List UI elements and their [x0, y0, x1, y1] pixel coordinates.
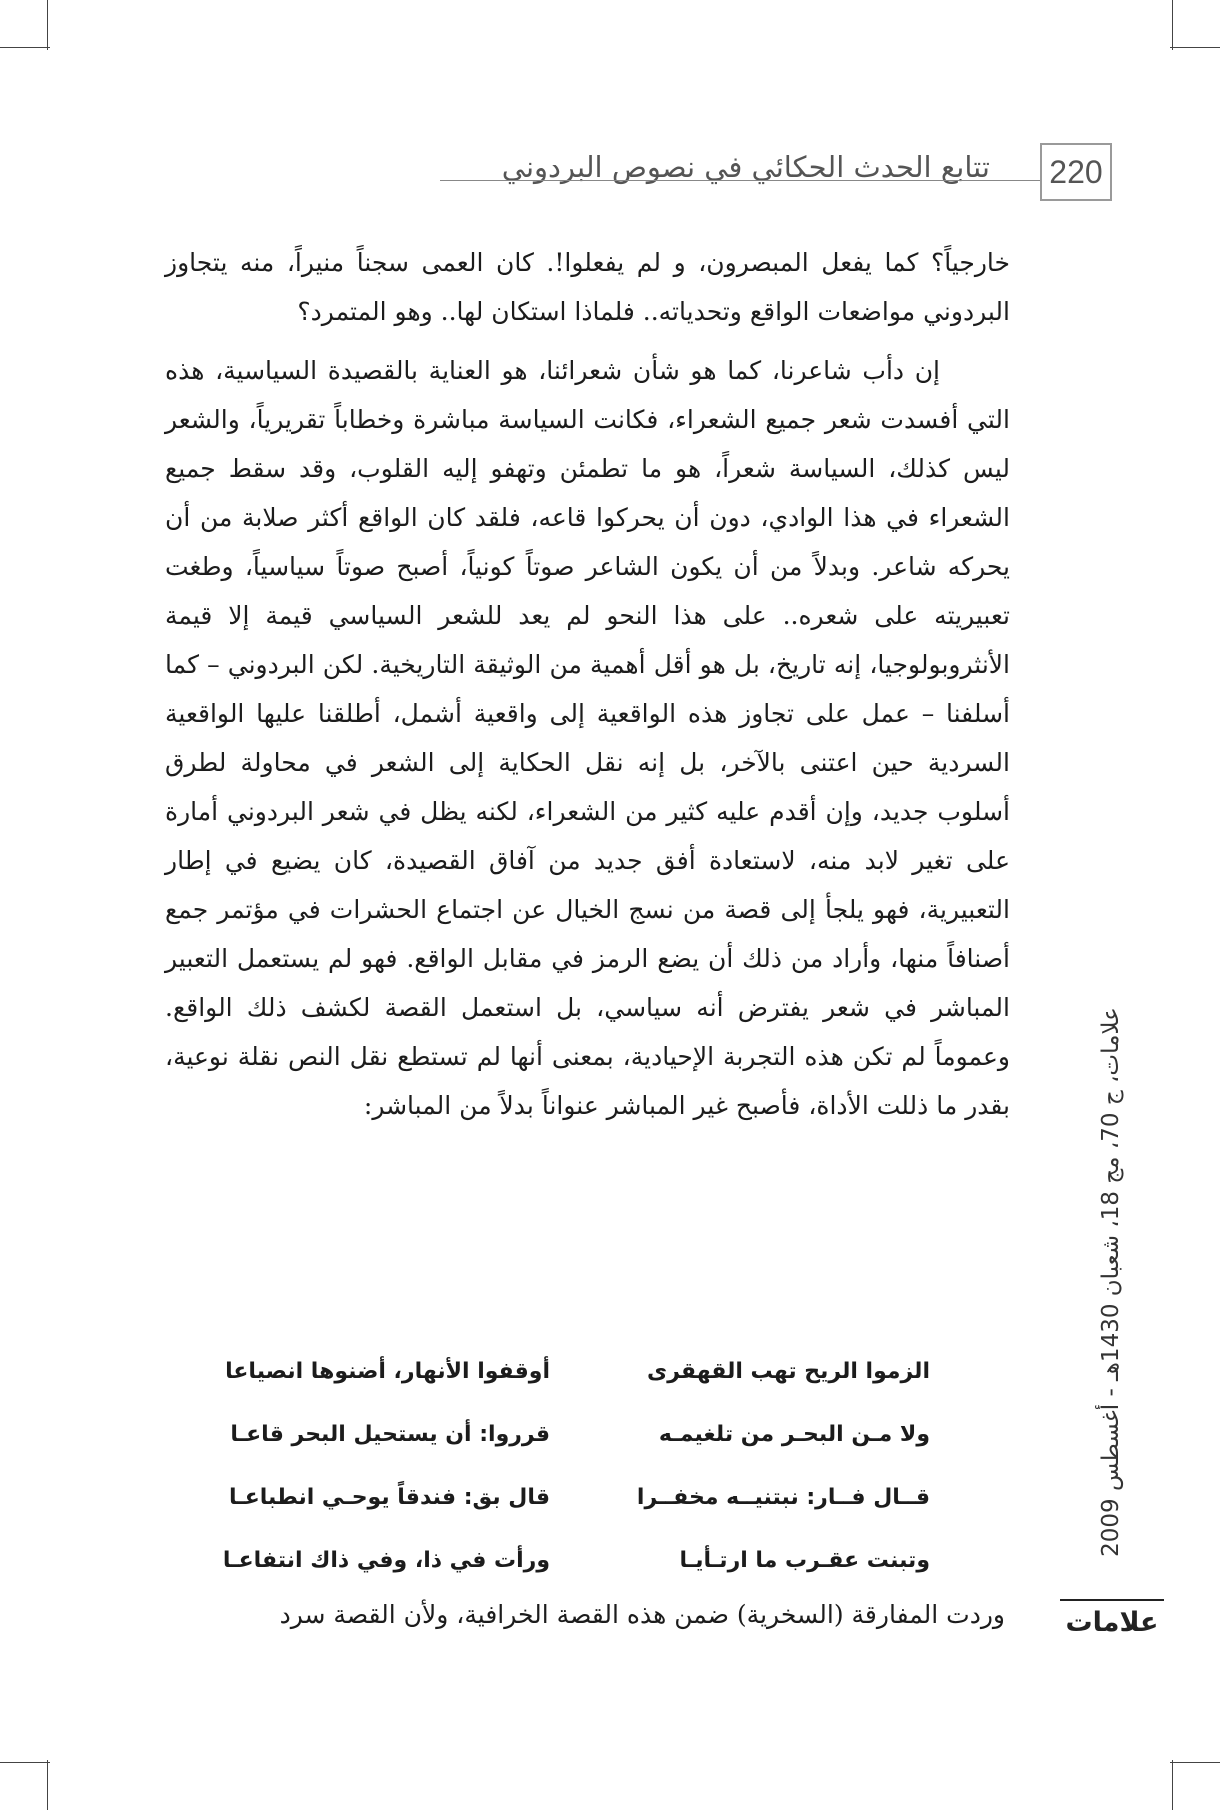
poem-verse: [230, 1403, 930, 1466]
verse-second-hemistich: أوقفوا الأنهار، أضنوها انصياعا: [225, 1359, 550, 1384]
crop-mark: [1172, 0, 1173, 50]
verse-first-hemistich: ولا مـن البحـر من تلغيمـه: [658, 1422, 930, 1447]
crop-mark: [47, 1760, 48, 1810]
verse-first-hemistich: قــال فــار: نبتنيــه مخفــرا: [636, 1485, 930, 1510]
poem-verse: [222, 1529, 930, 1592]
running-title: تتابع الحدث الحكائي في نصوص البردوني: [501, 150, 990, 184]
poem-verse: [228, 1466, 930, 1529]
body-text: [165, 238, 1010, 1130]
header-rule: [440, 180, 1040, 181]
crop-mark: [1172, 1760, 1173, 1810]
page-number: 220: [1040, 143, 1112, 201]
verse-second-hemistich: قال بق: فندقاً يوحـي انطباعـا: [228, 1485, 550, 1510]
paragraph-1: خارجياً؟ كما يفعل المبصرون، و لم يفعلوا!. كان العمى سجناً منيراً، منه يتجاوز البردوني مواضعات الواقع وتحدياته.. فلماذا استكان لها.. وهو المتمرد؟: [165, 248, 1010, 326]
verse-first-hemistich: الزموا الريح تهب القهقرى: [647, 1359, 930, 1384]
verse-second-hemistich: قرروا: أن يستحيل البحر قاعـا: [230, 1422, 550, 1447]
journal-logo: علامات: [1052, 1595, 1172, 1651]
poem-verse: [225, 1340, 930, 1403]
paragraph-2: إن دأب شاعرنا، كما هو شأن شعرائنا، هو العناية بالقصيدة السياسية، هذه التي أفسدت شعر جميع الشعراء، فكانت السياسة مباشرة وخطاباً تقريرياً، والشعر ليس كذلك، السياسة شعراً، هو ما تطمئن وتهفو إليه القلوب، وقد سقط جميع الشعراء في هذا الوادي، دون أن يحركوا قاعه، فلقد كان الواقع أكثر صلابة من أن يحركه شاعر. وبدلاً من أن يكون الشاعر صوتاً كونياً، أصبح صوتاً سياسياً، وطغت تعبيريته على شعره.. على هذا النحو لم يعد للشعر السياسي قيمة إلا قيمة الأنثروبولوجيا، إنه تاريخ، بل هو أقل أهمية من الوثيقة التاريخية. لكن البردوني – كما أسلفنا – عمل على تجاوز هذه الواقعية إلى واقعية أشمل، أطلقنا عليها الواقعية السردية حين اعتنى بالآخر، بل إنه نقل الحكاية إلى الشعر في محاولة لطرق أسلوب جديد، وإن أقدم عليه كثير من الشعراء، لكنه يظل في شعر البردوني أمارة على تغير لابد منه، لاستعادة أفق جديد من آفاق القصيدة، كان يضيع في إطار التعبيرية، فهو يلجأ إلى قصة من نسج الخيال عن اجتماع الحشرات في مؤتمر جمع أصنافاً منها، وأراد من ذلك أن يضع الرمز في مقابل الواقع. فهو لم يستعمل التعبير المباشر في شعر يفترض أنه سياسي، بل استعمل القصة لكشف ذلك الواقع. وعموماً لم تكن هذه التجربة الإحيادية، بمعنى أنها لم تستطع نقل النص نقلة نوعية، بقدر ما ذللت الأداة، فأصبح غير المباشر عنواناً بدلاً من المباشر:: [165, 356, 1010, 1120]
verse-second-hemistich: ورأت في ذا، وفي ذاك انتفاعـا: [222, 1548, 550, 1573]
crop-mark: [1170, 47, 1220, 48]
crop-mark: [47, 0, 48, 50]
poem: [222, 1340, 930, 1592]
journal-info: علامات، ج 70، مج 18، شعبان 1430هـ - أغسطس 2009: [1098, 1007, 1124, 1557]
verse-first-hemistich: وتبنت عقـرب ما ارتـأيـا: [679, 1548, 930, 1573]
crop-mark: [0, 47, 50, 48]
closing-line: وردت المفارقة (السخرية) ضمن هذه القصة الخرافية، ولأن القصة سرد: [279, 1600, 1005, 1629]
crop-mark: [0, 1762, 50, 1763]
crop-mark: [1170, 1762, 1220, 1763]
